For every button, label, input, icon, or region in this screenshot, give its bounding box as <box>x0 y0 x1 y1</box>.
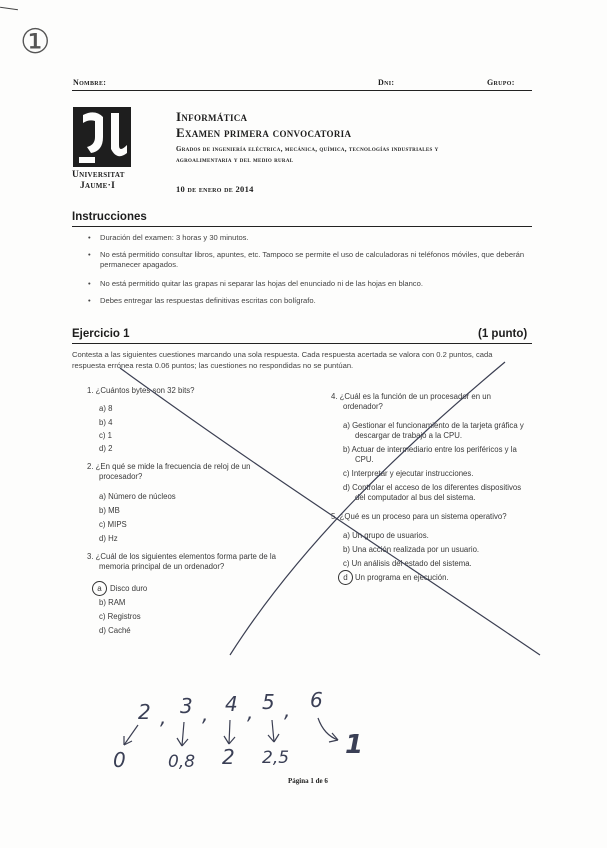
q4-option-a-line1[interactable]: a) Gestionar el funcionamiento de la tarjeta gráfica y <box>343 421 524 430</box>
q2-option-a[interactable]: a) Número de núcleos <box>99 492 176 501</box>
hw-top-comma: , <box>202 702 209 726</box>
q5-option-c[interactable]: c) Un análisis del estado del sistema. <box>343 559 472 568</box>
q1-option-c[interactable]: c) 1 <box>99 431 112 440</box>
hw-top-number: 6 <box>310 688 323 712</box>
q2-option-b[interactable]: b) MB <box>99 506 120 515</box>
hw-top-comma: , <box>160 705 167 729</box>
exam-date: 10 de enero de 2014 <box>176 184 254 194</box>
q4-option-b-line2: CPU. <box>355 455 374 464</box>
q3-option-c[interactable]: c) Registros <box>99 612 141 621</box>
page-number: Página 1 de 6 <box>288 777 328 785</box>
q4-option-b-line1[interactable]: b) Actuar de intermediario entre los periféricos y la <box>343 445 517 454</box>
exercise-intro-line2: respuesta errónea resta 0.06 puntos; las cuestiones no respondidas no se puntúan. <box>72 361 354 370</box>
hw-top-number: 5 <box>262 690 275 714</box>
dni-label: Dni: <box>378 78 395 87</box>
q2-option-d[interactable]: d) Hz <box>99 534 118 543</box>
question-1: 1. ¿Cuántos bytes son 32 bits? <box>87 386 195 395</box>
degrees-line-1: Grados de ingeniería eléctrica, mecánica, química, tecnologías industriales y <box>176 145 439 153</box>
hw-result: 1 <box>345 730 364 760</box>
q5-option-b[interactable]: b) Una acción realizada por un usuario. <box>343 545 480 554</box>
hw-top-number: 2 <box>138 700 151 724</box>
exercise-title: Ejercicio 1 <box>72 328 130 340</box>
hw-top-comma: , <box>247 700 254 724</box>
instruction-item: • No está permitido quitar las grapas ni separar las hojas del enunciado ni de las hojas en blanco. <box>100 279 530 289</box>
q5-option-a[interactable]: a) Un grupo de usuarios. <box>343 531 429 540</box>
q5-option-d-circled-marker[interactable]: d <box>338 570 353 585</box>
exercise-points: (1 punto) <box>478 328 528 340</box>
hw-top-number: 3 <box>180 694 193 718</box>
instruction-item: • Duración del examen: 3 horas y 30 minutos. <box>100 233 530 243</box>
question-3-line2: memoria principal de un ordenador? <box>99 562 225 571</box>
q3-option-b[interactable]: b) RAM <box>99 598 126 607</box>
q4-option-d-line2: del computador al bus del sistema. <box>355 493 476 502</box>
instructions-heading: Instrucciones <box>72 211 147 223</box>
question-4-line1: 4. ¿Cuál es la función de un procesador en un <box>331 392 491 401</box>
q1-option-d[interactable]: d) 2 <box>99 444 113 453</box>
hw-result: 0,8 <box>168 752 196 772</box>
subject-title: Informática <box>176 109 248 124</box>
handwritten-circled-number: ① <box>20 22 51 62</box>
question-2-line2: procesador? <box>99 472 143 481</box>
degrees-line-2: agroalimentaria y del medio rural <box>176 156 294 164</box>
q4-option-d-line1[interactable]: d) Controlar el acceso de los diferentes dispositivos <box>343 483 522 492</box>
q3-option-a[interactable]: Disco duro <box>110 584 148 593</box>
q4-option-c[interactable]: c) Interpretar y ejecutar instrucciones. <box>343 469 474 478</box>
logo-text-line2: Jaume·I <box>80 181 116 191</box>
group-label: Grupo: <box>487 78 515 87</box>
q4-option-a-line2: descargar de trabajo a la CPU. <box>355 431 463 440</box>
question-3-line1: 3. ¿Cuál de los siguientes elementos forma parte de la <box>87 552 276 561</box>
hw-result: 0 <box>113 748 126 772</box>
exercise-intro-line1: Contesta a las siguientes cuestiones marcando una sola respuesta. Cada respuesta acertada se valora con 0.2 puntos, cada <box>72 350 493 359</box>
instruction-item: • Debes entregar las respuestas definitivas escritas con bolígrafo. <box>100 296 530 306</box>
q1-option-a[interactable]: a) 8 <box>99 404 113 413</box>
instruction-item: • No está permitido consultar libros, apuntes, etc. Tampoco se permite el uso de calculadoras ni teléfonos móviles, que deberán permanecer apagados. <box>100 250 530 270</box>
question-2-line1: 2. ¿En qué se mide la frecuencia de reloj de un <box>87 462 251 471</box>
hw-result: 2 <box>222 745 235 769</box>
question-4-line2: ordenador? <box>343 402 383 411</box>
hw-result: 2,5 <box>262 748 290 768</box>
logo-text-line1: Universitat <box>72 170 125 180</box>
hw-top-number: 4 <box>225 692 238 716</box>
question-5: 5. ¿Qué es un proceso para un sistema operativo? <box>331 512 507 521</box>
q3-option-d[interactable]: d) Caché <box>99 626 131 635</box>
hw-top-comma: , <box>284 698 291 722</box>
q2-option-c[interactable]: c) MIPS <box>99 520 127 529</box>
q3-option-a-circled-marker[interactable]: a <box>92 581 107 596</box>
name-label: Nombre: <box>73 78 107 87</box>
q1-option-b[interactable]: b) 4 <box>99 418 113 427</box>
exam-title: Examen primera convocatoria <box>176 125 352 140</box>
q5-option-d[interactable]: Un programa en ejecución. <box>355 573 449 582</box>
